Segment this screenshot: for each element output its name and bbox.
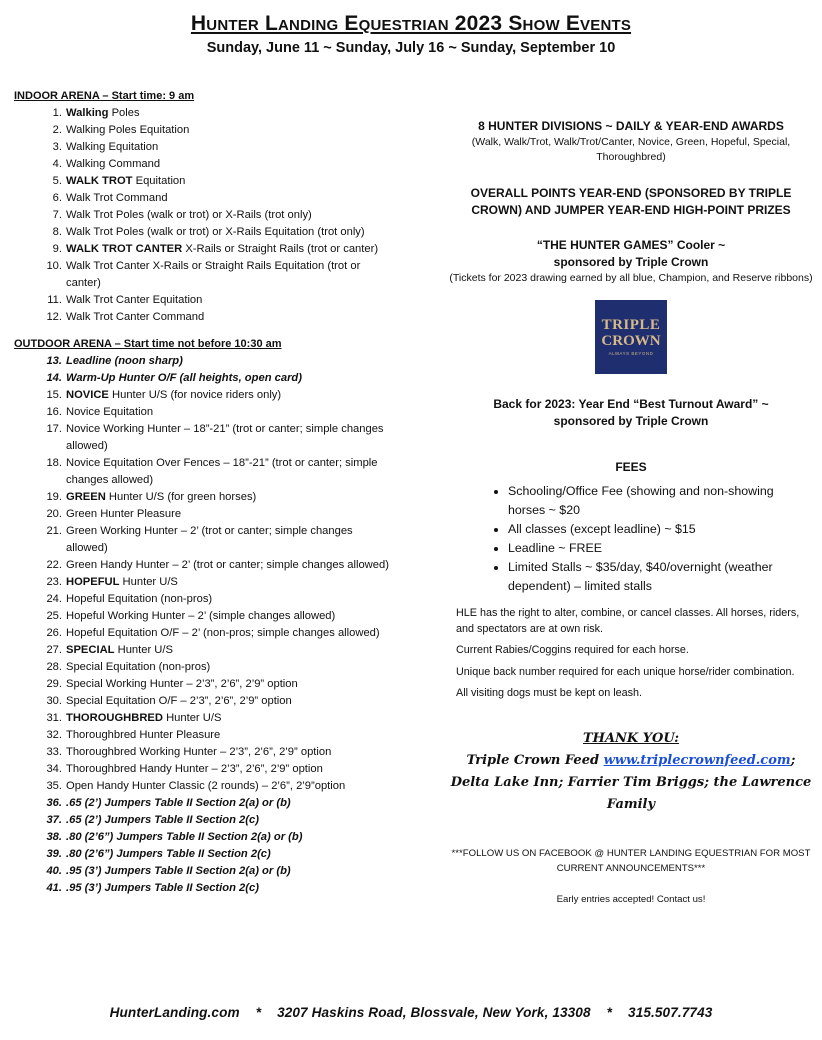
footer-address: 3207 Haskins Road, Blossvale, New York, 13308 [277, 1005, 591, 1020]
class-number: 2. [52, 124, 62, 136]
outdoor-class-list [14, 353, 394, 897]
class-number: 9. [52, 243, 62, 255]
class-item [14, 370, 394, 387]
note-line: All visiting dogs must be kept on leash. [456, 687, 643, 699]
fee-item: • All classes (except leadline) ~ $15 [508, 520, 814, 539]
thank-you-sponsor-line [448, 750, 814, 772]
class-description: Hunter U/S [162, 712, 222, 724]
class-number: 16. [46, 406, 62, 418]
class-division-name: Walking [66, 107, 109, 119]
class-item [14, 139, 394, 156]
class-description: Green Working Hunter – 2’ (trot or canter; simple changes allowed) [66, 525, 353, 554]
outdoor-arena-heading: OUTDOOR ARENA – Start time not before 10:30 am [14, 338, 282, 350]
hunter-games-title: “THE HUNTER GAMES” Cooler ~ [536, 238, 726, 252]
class-description: .80 (2’6”) Jumpers Table II Section 2(a) or (b) [66, 831, 303, 843]
class-number: 6. [52, 192, 62, 204]
class-item [14, 387, 394, 404]
class-number: 40. [46, 865, 62, 877]
class-item [14, 812, 394, 829]
hunter-games-note: (Tickets for 2023 drawing earned by all blue, Champion, and Reserve ribbons) [449, 272, 813, 284]
class-number: 8. [52, 226, 62, 238]
class-number: 22. [46, 559, 62, 571]
class-item [14, 710, 394, 727]
class-number: 27. [46, 644, 62, 656]
class-description: Walking Equitation [66, 141, 159, 153]
thank-you-others: Delta Lake Inn; Farrier Tim Briggs; the Lawrence Family [450, 774, 812, 812]
class-item [14, 829, 394, 846]
class-description: Novice Equitation [66, 406, 154, 418]
fee-item: • Schooling/Office Fee (showing and non-showing horses ~ $20 [508, 482, 814, 520]
class-description: Hunter U/S (for green horses) [105, 491, 257, 503]
triple-crown-logo [595, 300, 667, 374]
class-description: Hopeful Equitation (non-pros) [66, 593, 213, 605]
class-item [14, 744, 394, 761]
class-description: Walk Trot Poles (walk or trot) or X-Rails (trot only) [66, 209, 312, 221]
class-description: Green Handy Hunter – 2’ (trot or canter; simple changes allowed) [66, 559, 389, 571]
class-division-name: HOPEFUL [66, 576, 120, 588]
divisions-list: (Walk, Walk/Trot, Walk/Trot/Canter, Novice, Green, Hopeful, Special, Thoroughbred) [471, 136, 791, 163]
class-item [14, 591, 394, 608]
footer-separator-1: * [255, 1005, 262, 1020]
facebook-note: ***FOLLOW US ON FACEBOOK @ HUNTER LANDING EQUESTRIAN FOR MOST CURRENT ANNOUNCEMENTS*** [451, 847, 811, 874]
class-number: 34. [46, 763, 62, 775]
class-number: 28. [46, 661, 62, 673]
class-item [14, 523, 394, 557]
class-item [14, 795, 394, 812]
logo-line-2: CROWN [601, 333, 661, 349]
class-item [14, 880, 394, 897]
class-number: 37. [46, 814, 62, 826]
footer-separator-2: * [606, 1005, 613, 1020]
class-number: 32. [46, 729, 62, 741]
class-number: 13. [46, 355, 62, 367]
fee-item: • Limited Stalls ~ $35/day, $40/overnight (weather dependent) – limited stalls [508, 558, 814, 596]
info-column [448, 118, 814, 905]
class-description: Walk Trot Poles (walk or trot) or X-Rails Equitation (trot only) [66, 226, 365, 238]
class-item [14, 421, 394, 455]
indoor-arena-heading: INDOOR ARENA – Start time: 9 am [14, 90, 195, 102]
note-line: HLE has the right to alter, combine, or cancel classes. All horses, riders, and spectators are at own risk. [456, 607, 800, 635]
class-description: Thoroughbred Working Hunter – 2’3”, 2’6”, 2’9” option [66, 746, 332, 758]
fees-heading: FEES [615, 460, 647, 474]
class-description: Hunter U/S [114, 644, 173, 656]
class-division-name: WALK TROT CANTER [66, 243, 183, 255]
class-division-name: SPECIAL [66, 644, 115, 656]
class-number: 33. [46, 746, 62, 758]
class-number: 11. [47, 294, 62, 306]
logo-tagline: ALWAYS BEYOND [608, 351, 654, 356]
class-description: Walking Poles Equitation [66, 124, 190, 136]
class-item [14, 207, 394, 224]
class-item [14, 190, 394, 207]
notes [448, 606, 814, 702]
class-item [14, 608, 394, 625]
class-description: Special Equitation O/F – 2’3”, 2’6”, 2’9” option [66, 695, 292, 707]
class-division-name: NOVICE [66, 389, 109, 401]
class-description: Green Hunter Pleasure [66, 508, 182, 520]
class-item [14, 761, 394, 778]
class-description: Poles [108, 107, 140, 119]
turnout-sponsor: sponsored by Triple Crown [553, 414, 709, 428]
class-item [14, 693, 394, 710]
class-description: .95 (3’) Jumpers Table II Section 2(a) or (b) [66, 865, 291, 877]
fees-list [448, 482, 814, 596]
class-number: 21. [46, 525, 62, 537]
class-item [14, 506, 394, 523]
hunter-games-sponsor: sponsored by Triple Crown [553, 255, 709, 269]
class-number: 24. [46, 593, 62, 605]
class-description: Walking Command [66, 158, 161, 170]
class-item [14, 404, 394, 421]
class-description: Equitation [132, 175, 186, 187]
class-number: 29. [46, 678, 62, 690]
thank-you-heading: THANK YOU: [582, 730, 680, 746]
class-description: X-Rails or Straight Rails (trot or canter) [182, 243, 379, 255]
class-item [14, 353, 394, 370]
indoor-class-list [14, 105, 394, 326]
class-number: 10. [46, 260, 62, 272]
class-division-name: THOROUGHBRED [66, 712, 163, 724]
class-item [14, 863, 394, 880]
class-item [14, 778, 394, 795]
show-dates: Sunday, June 11 ~ Sunday, July 16 ~ Sunday, September 10 [206, 40, 616, 56]
class-description: .65 (2’) Jumpers Table II Section 2(a) or (b) [66, 797, 291, 809]
class-description: Walk Trot Canter Command [66, 311, 205, 323]
class-description: Special Working Hunter – 2’3”, 2’6”, 2’9” option [66, 678, 298, 690]
class-description: .95 (3’) Jumpers Table II Section 2(c) [66, 882, 259, 894]
class-description: Hunter U/S [119, 576, 178, 588]
class-number: 39. [46, 848, 62, 860]
class-item [14, 625, 394, 642]
note-line: Unique back number required for each unique horse/rider combination. [456, 665, 795, 678]
class-item [14, 241, 394, 258]
class-description: Thoroughbred Hunter Pleasure [66, 729, 221, 741]
class-division-name: GREEN [66, 491, 106, 503]
class-number: 30. [46, 695, 62, 707]
class-description: Novice Equitation Over Fences – 18”-21” (trot or canter; simple changes allowed) [66, 457, 378, 486]
class-description: Open Handy Hunter Classic (2 rounds) – 2’6”, 2’9”option [66, 780, 346, 792]
class-number: 3. [52, 141, 62, 153]
fee-item: • Leadline ~ FREE [508, 539, 814, 558]
turnout-award: Back for 2023: Year End “Best Turnout Award” ~ [493, 397, 769, 411]
class-number: 1. [52, 107, 62, 119]
class-description: Hopeful Equitation O/F – 2’ (non-pros; simple changes allowed) [66, 627, 380, 639]
class-item [14, 846, 394, 863]
early-entries-note: Early entries accepted! Contact us! [556, 893, 706, 905]
class-description: Walk Trot Canter X-Rails or Straight Rails Equitation (trot or canter) [66, 260, 361, 289]
class-schedule [14, 88, 394, 907]
class-number: 17. [46, 423, 62, 435]
class-number: 14. [46, 372, 62, 384]
class-item [14, 489, 394, 506]
thank-you-suffix: ; [790, 752, 796, 768]
class-number: 26. [46, 627, 62, 639]
class-item [14, 292, 394, 309]
class-item [14, 676, 394, 693]
class-description: Hunter U/S (for novice riders only) [108, 389, 282, 401]
class-description: .80 (2’6”) Jumpers Table II Section 2(c) [66, 848, 271, 860]
class-description: Hopeful Working Hunter – 2’ (simple changes allowed) [66, 610, 336, 622]
logo-line-1: TRIPLE [601, 317, 661, 333]
class-number: 36. [46, 797, 62, 809]
class-item [14, 659, 394, 676]
class-item [14, 455, 394, 489]
class-number: 12. [46, 311, 62, 323]
class-item [14, 173, 394, 190]
page-title: Hunter Landing Equestrian 2023 Show Events [190, 12, 632, 35]
note-line: Current Rabies/Coggins required for each horse. [456, 644, 689, 656]
class-item [14, 727, 394, 744]
class-description: Thoroughbred Handy Hunter – 2’3”, 2’6”, 2’9” option [66, 763, 323, 775]
divisions-title: 8 HUNTER DIVISIONS ~ DAILY & YEAR-END AWARDS [478, 119, 784, 133]
class-number: 4. [52, 158, 62, 170]
class-number: 23. [46, 576, 62, 588]
class-description: .65 (2’) Jumpers Table II Section 2(c) [66, 814, 259, 826]
thank-you-block [448, 728, 814, 816]
class-number: 38. [46, 831, 62, 843]
class-description: Special Equitation (non-pros) [66, 661, 211, 673]
class-item [14, 156, 394, 173]
class-description: Walk Trot Command [66, 192, 168, 204]
triple-crown-link[interactable]: www.triplecrownfeed.com [603, 752, 791, 768]
class-number: 20. [46, 508, 62, 520]
class-number: 31. [46, 712, 62, 724]
footer-website: HunterLanding.com [109, 1005, 240, 1020]
class-item [14, 105, 394, 122]
class-description: Walk Trot Canter Equitation [66, 294, 203, 306]
class-description: Warm-Up Hunter O/F (all heights, open card) [66, 372, 302, 384]
class-item [14, 258, 394, 292]
class-item [14, 642, 394, 659]
class-item [14, 309, 394, 326]
class-description: Novice Working Hunter – 18”-21” (trot or canter; simple changes allowed) [66, 423, 384, 452]
class-item [14, 122, 394, 139]
class-number: 15. [46, 389, 62, 401]
class-number: 5. [52, 175, 62, 187]
class-number: 7. [52, 209, 62, 221]
class-item [14, 574, 394, 591]
thank-you-prefix: Triple Crown Feed [466, 752, 604, 768]
class-item [14, 557, 394, 574]
class-division-name: WALK TROT [66, 175, 133, 187]
class-number: 19. [46, 491, 62, 503]
class-description: Leadline (noon sharp) [66, 355, 183, 367]
class-number: 25. [46, 610, 62, 622]
footer [0, 1005, 822, 1020]
class-number: 35. [46, 780, 62, 792]
class-number: 41. [46, 882, 62, 894]
class-item [14, 224, 394, 241]
class-number: 18. [46, 457, 62, 469]
footer-phone: 315.507.7743 [628, 1005, 713, 1020]
overall-points: OVERALL POINTS YEAR-END (SPONSORED BY TRIPLE CROWN) AND JUMPER YEAR-END HIGH-POINT PRIZES [470, 186, 792, 217]
